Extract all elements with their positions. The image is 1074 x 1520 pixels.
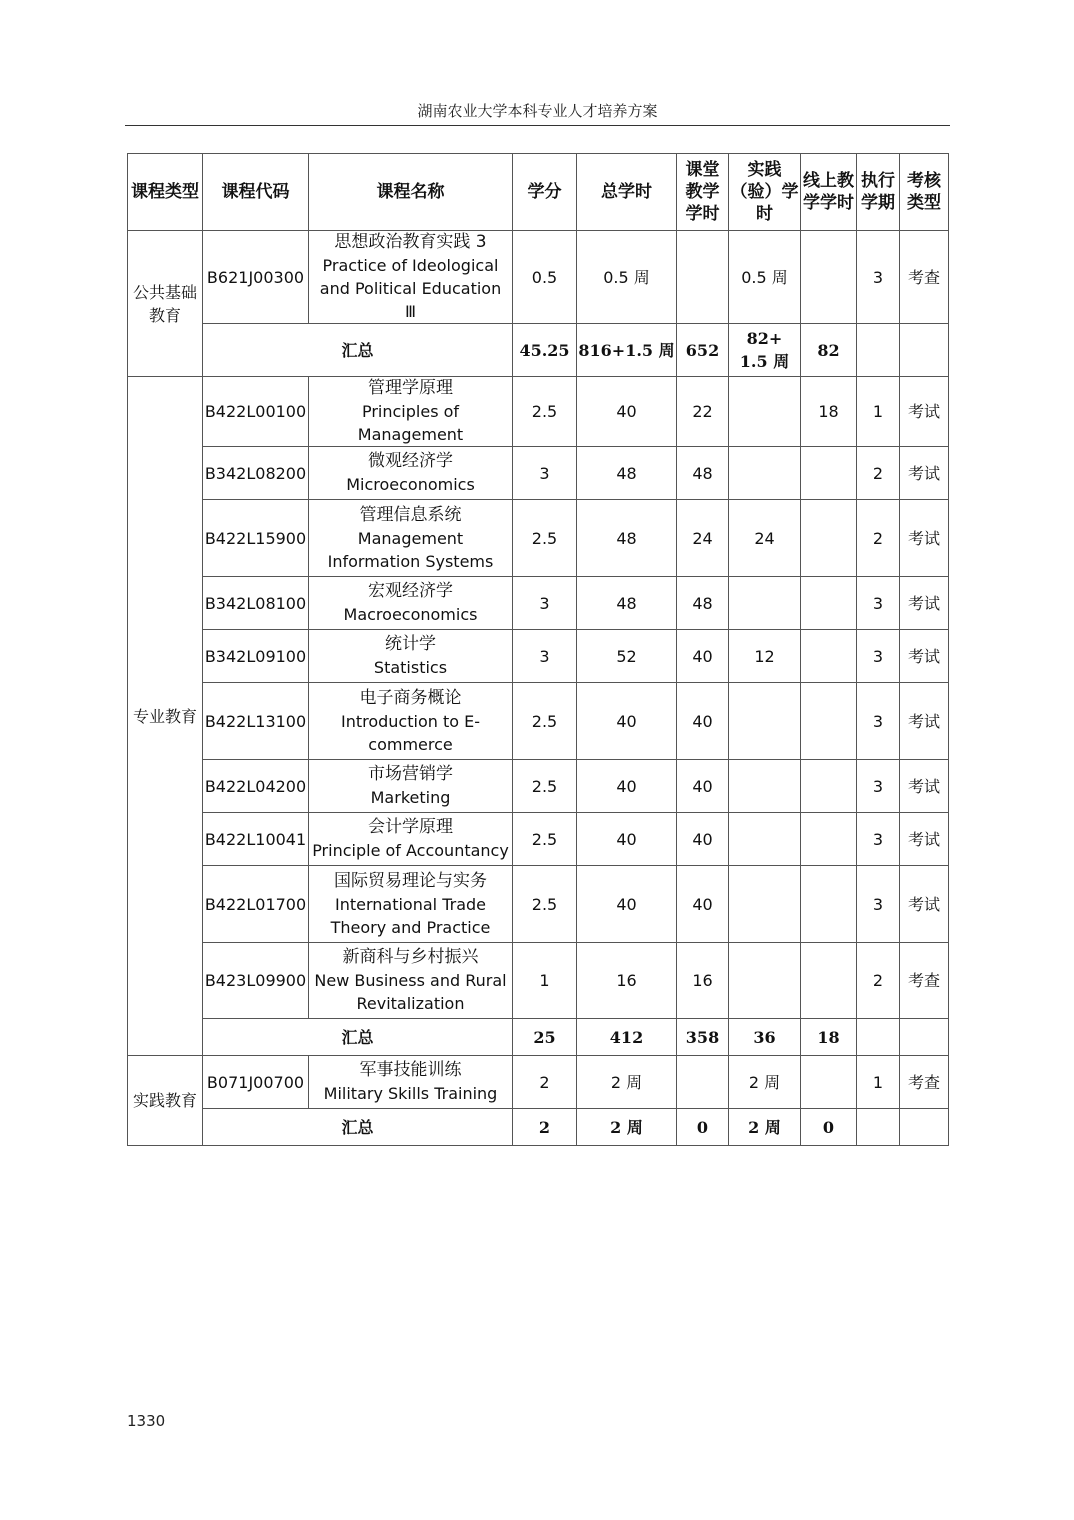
cell-total: 40 <box>577 866 677 943</box>
course-name-en: Principle of Accountancy <box>312 841 509 860</box>
cell-total: 16 <box>577 943 677 1019</box>
cell-online <box>801 630 857 683</box>
course-category: 实践教育 <box>128 1056 203 1146</box>
cell-semester: 3 <box>857 630 900 683</box>
cell-assessment: 考试 <box>900 813 949 866</box>
table-row <box>128 813 949 866</box>
cell-classroom: 24 <box>677 500 729 577</box>
cell-online <box>801 1056 857 1109</box>
cell-semester: 3 <box>857 760 900 813</box>
course-name-en: Practice of Ideological and Political Education Ⅲ <box>319 256 518 321</box>
cell-credit: 3 <box>513 577 577 630</box>
course-name-en: Introduction to E-commerce <box>340 711 480 754</box>
course-name <box>309 943 513 1019</box>
course-category: 专业教育 <box>128 377 203 1056</box>
cell-practice <box>729 943 801 1019</box>
summary-total: 816+1.5 周 <box>577 324 677 377</box>
header-course-name: 课程名称 <box>309 154 513 231</box>
course-code: B621J00300 <box>203 231 309 324</box>
header-credit: 学分 <box>513 154 577 231</box>
cell-total: 48 <box>577 577 677 630</box>
cell-credit: 2.5 <box>513 866 577 943</box>
cell-credit: 2.5 <box>513 377 577 447</box>
cell-classroom: 48 <box>677 447 729 500</box>
cell-assessment: 考查 <box>900 231 949 324</box>
cell-practice: 2 周 <box>729 1056 801 1109</box>
cell-classroom: 40 <box>677 760 729 813</box>
cell-assessment: 考试 <box>900 760 949 813</box>
course-code: B342L08200 <box>203 447 309 500</box>
summary-credit: 2 <box>513 1109 577 1146</box>
summary-total: 2 周 <box>577 1109 677 1146</box>
table-row <box>128 866 949 943</box>
cell-practice <box>729 447 801 500</box>
table-row <box>128 577 949 630</box>
cell-practice <box>729 377 801 447</box>
summary-credit: 25 <box>513 1019 577 1056</box>
cell-practice: 0.5 周 <box>729 231 801 324</box>
course-name-zh: 统计学 <box>385 634 436 654</box>
cell-credit: 3 <box>513 447 577 500</box>
cell-online <box>801 231 857 324</box>
table-row <box>128 447 949 500</box>
cell-assessment: 考试 <box>900 377 949 447</box>
table-header-row <box>128 154 949 231</box>
cell-credit: 3 <box>513 630 577 683</box>
cell-total: 52 <box>577 630 677 683</box>
course-name-en: Statistics <box>373 658 448 677</box>
cell-assessment: 考试 <box>900 866 949 943</box>
cell-online: 18 <box>801 377 857 447</box>
course-name-zh: 管理学原理 <box>368 378 453 398</box>
summary-row <box>128 324 949 377</box>
page-number: 1330 <box>127 1412 166 1430</box>
cell-online <box>801 943 857 1019</box>
header-assessment: 考核类型 <box>900 154 949 231</box>
cell-total: 40 <box>577 683 677 760</box>
cell-online <box>801 683 857 760</box>
cell-credit: 2 <box>513 1056 577 1109</box>
cell-semester: 3 <box>857 577 900 630</box>
cell-credit: 2.5 <box>513 813 577 866</box>
course-name-en: Military Skills Training <box>323 1084 498 1103</box>
header-total-hours: 总学时 <box>577 154 677 231</box>
summary-semester <box>857 1019 900 1056</box>
cell-online <box>801 577 857 630</box>
course-name-zh: 国际贸易理论与实务 <box>334 870 487 891</box>
table-row <box>128 630 949 683</box>
cell-practice <box>729 683 801 760</box>
summary-online: 82 <box>801 324 857 377</box>
cell-credit: 1 <box>513 943 577 1019</box>
summary-online: 18 <box>801 1019 857 1056</box>
cell-assessment: 考试 <box>900 577 949 630</box>
cell-assessment: 考试 <box>900 500 949 577</box>
header-classroom-hours: 课堂教学学时 <box>677 154 729 231</box>
cell-online <box>801 866 857 943</box>
course-name <box>309 500 513 577</box>
course-code: B422L10041 <box>203 813 309 866</box>
table-row <box>128 377 949 447</box>
course-name-en: International Trade Theory and Practice <box>330 894 491 937</box>
cell-total: 48 <box>577 447 677 500</box>
course-name <box>309 1056 513 1109</box>
cell-semester: 3 <box>857 683 900 760</box>
course-name <box>309 231 518 324</box>
cell-credit: 2.5 <box>513 760 577 813</box>
summary-assessment <box>900 324 949 377</box>
cell-semester: 1 <box>857 377 900 447</box>
cell-semester: 1 <box>857 1056 900 1109</box>
table-row <box>128 231 949 324</box>
cell-total: 48 <box>577 500 677 577</box>
cell-online <box>801 760 857 813</box>
course-name-zh: 管理信息系统 <box>359 504 462 525</box>
cell-semester: 2 <box>857 943 900 1019</box>
cell-practice <box>729 866 801 943</box>
cell-classroom: 40 <box>677 683 729 760</box>
table-row <box>128 943 949 1019</box>
cell-credit: 0.5 <box>513 231 577 324</box>
course-category: 公共基础教育 <box>128 231 203 377</box>
cell-classroom <box>677 1056 729 1109</box>
course-code: B422L00100 <box>203 377 309 447</box>
course-name <box>309 630 513 683</box>
cell-assessment: 考试 <box>900 630 949 683</box>
course-code: B422L15900 <box>203 500 309 577</box>
cell-assessment: 考查 <box>900 1056 949 1109</box>
page-header-title: 湖南农业大学本科专业人才培养方案 <box>417 102 658 120</box>
cell-classroom: 40 <box>677 813 729 866</box>
header-semester: 执行学期 <box>857 154 900 231</box>
course-code: B422L13100 <box>203 683 309 760</box>
cell-total: 40 <box>577 760 677 813</box>
cell-total: 40 <box>577 377 677 447</box>
summary-assessment <box>900 1019 949 1056</box>
cell-assessment: 考查 <box>900 943 949 1019</box>
course-code: B422L04200 <box>203 760 309 813</box>
course-code: B342L08100 <box>203 577 309 630</box>
cell-assessment: 考试 <box>900 447 949 500</box>
course-name <box>309 866 513 943</box>
course-name-zh: 电子商务概论 <box>359 687 462 708</box>
course-name <box>309 377 513 447</box>
course-name-zh: 军事技能训练 <box>359 1060 462 1080</box>
table-row <box>128 1056 949 1109</box>
cell-semester: 3 <box>857 813 900 866</box>
cell-classroom: 40 <box>677 866 729 943</box>
course-name <box>309 447 513 500</box>
course-name <box>309 577 513 630</box>
table-row <box>128 500 949 577</box>
cell-total: 0.5 周 <box>577 231 677 324</box>
summary-label: 汇总 <box>203 324 513 377</box>
summary-classroom: 652 <box>677 324 729 377</box>
course-code: B342L09100 <box>203 630 309 683</box>
header-course-type: 课程类型 <box>128 154 203 231</box>
summary-practice: 82+ 1.5 周 <box>729 324 801 377</box>
cell-semester: 3 <box>857 866 900 943</box>
course-name <box>309 760 513 813</box>
summary-total: 412 <box>577 1019 677 1056</box>
header-rule <box>125 125 950 126</box>
summary-online: 0 <box>801 1109 857 1146</box>
course-code: B423L09900 <box>203 943 309 1019</box>
course-name-en: Marketing <box>370 788 451 807</box>
header-practice-hours: 实践（验）学时 <box>729 154 801 231</box>
cell-semester: 2 <box>857 500 900 577</box>
course-name-en: Principles of Management <box>357 402 464 444</box>
cell-practice <box>729 577 801 630</box>
summary-assessment <box>900 1109 949 1146</box>
cell-total: 40 <box>577 813 677 866</box>
summary-semester <box>857 1109 900 1146</box>
course-name-zh: 宏观经济学 <box>368 581 453 601</box>
cell-credit: 2.5 <box>513 683 577 760</box>
course-name-zh: 市场营销学 <box>368 764 453 784</box>
summary-row <box>128 1109 949 1146</box>
header-course-code: 课程代码 <box>203 154 309 231</box>
course-code: B422L01700 <box>203 866 309 943</box>
table-row <box>128 683 949 760</box>
summary-row <box>128 1019 949 1056</box>
summary-semester <box>857 324 900 377</box>
cell-online <box>801 500 857 577</box>
cell-practice <box>729 813 801 866</box>
course-name-en: Management Information Systems <box>327 528 494 571</box>
summary-practice: 2 周 <box>729 1109 801 1146</box>
cell-classroom: 16 <box>677 943 729 1019</box>
course-name <box>309 683 513 760</box>
course-name-zh: 思想政治教育实践 3 <box>334 232 487 252</box>
summary-classroom: 0 <box>677 1109 729 1146</box>
summary-label: 汇总 <box>203 1109 513 1146</box>
cell-practice <box>729 760 801 813</box>
cell-practice: 24 <box>729 500 801 577</box>
summary-practice: 36 <box>729 1019 801 1056</box>
cell-practice: 12 <box>729 630 801 683</box>
cell-classroom: 22 <box>677 377 729 447</box>
cell-semester: 3 <box>857 231 900 324</box>
cell-classroom: 48 <box>677 577 729 630</box>
course-name-zh: 会计学原理 <box>368 817 453 837</box>
summary-label: 汇总 <box>203 1019 513 1056</box>
course-code: B071J00700 <box>203 1056 309 1109</box>
summary-credit: 45.25 <box>513 324 577 377</box>
course-name-zh: 新商科与乡村振兴 <box>342 947 479 967</box>
cell-online <box>801 813 857 866</box>
cell-credit: 2.5 <box>513 500 577 577</box>
header-online-hours: 线上教学学时 <box>801 154 857 231</box>
course-name-en: Macroeconomics <box>343 605 478 624</box>
course-name-en: New Business and Rural Revitalization <box>314 971 507 1013</box>
cell-classroom: 40 <box>677 630 729 683</box>
cell-online <box>801 447 857 500</box>
cell-assessment: 考试 <box>900 683 949 760</box>
course-name <box>309 813 513 866</box>
course-name-en: Microeconomics <box>346 475 475 494</box>
course-table <box>127 153 949 1146</box>
course-name-zh: 微观经济学 <box>368 451 453 471</box>
cell-total: 2 周 <box>577 1056 677 1109</box>
cell-classroom <box>677 231 729 324</box>
summary-classroom: 358 <box>677 1019 729 1056</box>
table-row <box>128 760 949 813</box>
cell-semester: 2 <box>857 447 900 500</box>
